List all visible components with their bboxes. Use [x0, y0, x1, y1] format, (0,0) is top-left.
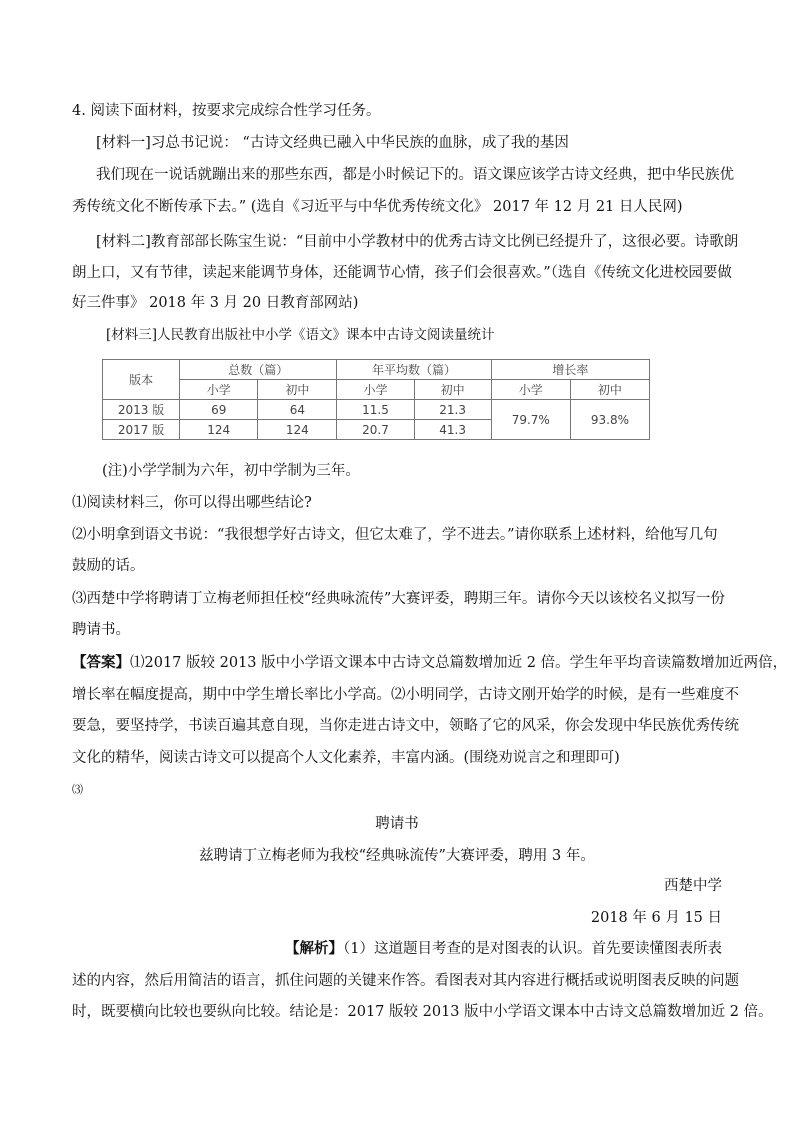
sub-header: 小学	[180, 380, 258, 400]
table-cell: 93.8%	[570, 400, 649, 440]
answer-3-label: ⑶	[72, 783, 83, 796]
material-2-line-2: 朗上口，又有节律，读起来能调节身体，还能调节心情，孩子们会很喜欢。”（选自《传统文化进校园要做	[72, 265, 732, 281]
subquestion-2-line-1: ⑵小明拿到语文书说：“我很想学好古诗文，但它太难了，学不进去。”请你联系上述材料，给他写几句	[72, 527, 718, 543]
letter-date: 2018 年 6 月 15 日	[590, 910, 722, 926]
table-cell: 124	[258, 420, 337, 440]
answer-line-4: 文化的精华，阅读古诗文可以提高个人文化素养，丰富内涵。(围绕劝说言之和理即可)	[72, 750, 620, 766]
material-2-line-3: 好三件事》 2018 年 3 月 20 日教育部网站)	[72, 295, 359, 311]
table-note: (注)小学学制为六年，初中学制为三年。	[102, 463, 360, 479]
question-intro: 4. 阅读下面材料，按要求完成综合性学习任务。	[72, 103, 381, 119]
table-cell: 21.3	[414, 400, 491, 420]
sub-header: 小学	[491, 380, 570, 400]
letter-title: 聘请书	[375, 816, 419, 832]
header-growth: 增长率	[491, 360, 649, 380]
table-cell: 20.7	[337, 420, 414, 440]
subquestion-3-line-2: 聘请书。	[72, 622, 130, 638]
subquestion-3-line-1: ⑶西楚中学将聘请丁立梅老师担任校“经典咏流传”大赛评委，聘期三年。请你今天以该校名义拟写一份	[72, 591, 725, 607]
answer-line-2: 增长率在幅度提高，期中中学生增长率比小学高。⑵小明同学，古诗文刚开始学的时候，是有一些难度不	[72, 687, 739, 703]
analysis-line-2: 述的内容，然后用简洁的语言，抓住问题的关键来作答。看图表对其内容进行概括或说明图表反映的问题	[72, 973, 739, 989]
sub-header: 初中	[414, 380, 491, 400]
table-cell: 124	[180, 420, 258, 440]
analysis-label: 【解析】	[285, 940, 344, 957]
sub-header: 小学	[337, 380, 414, 400]
sub-header: 初中	[258, 380, 337, 400]
answer-label: 【答案】	[72, 654, 130, 671]
material-3-title: [材料三]人民教育出版社中小学《语文》课本中古诗文阅读量统计	[106, 327, 495, 343]
table-cell: 11.5	[337, 400, 414, 420]
answer-line-3: 要急，要坚持学，书读百遍其意自现，当你走进古诗文中，领略了它的风采，你会发现中华民族优秀传统	[72, 718, 739, 734]
analysis-text: （1）这道题目考查的是对图表的认识。首先要读懂图表所表	[343, 941, 722, 957]
table-cell: 69	[180, 400, 258, 420]
header-total: 总数（篇）	[180, 360, 337, 380]
header-version: 版本	[103, 360, 180, 400]
material-2-line-1: [材料二]教育部部长陈宝生说：“目前中小学教材中的优秀古诗文比例已经提升了，这很必要。诗歌朗	[96, 234, 739, 250]
table-cell: 2013 版	[103, 400, 180, 420]
analysis-line-1	[285, 939, 722, 959]
material-1-line-2: 我们现在一说话就蹦出来的那些东西，都是小时候记下的。语文课应该学古诗文经典，把中华民族优	[96, 167, 734, 183]
subquestion-1: ⑴阅读材料三，你可以得出哪些结论?	[72, 495, 312, 511]
table-cell: 2017 版	[103, 420, 180, 440]
table-cell: 41.3	[414, 420, 491, 440]
answer-text: ⑴2017 版较 2013 版中小学语文课本中古诗文总篇数增加近 2 倍。学生年平均音读篇数增加近两倍，	[130, 655, 788, 671]
material-1-line-3: 秀传统文化不断传承下去。” (选自《习近平与中华优秀传统文化》 2017 年 12 月 21 日人民网)	[72, 199, 683, 215]
answer-line-1	[72, 653, 787, 673]
table-cell: 64	[258, 400, 337, 420]
header-avg: 年平均数（篇）	[337, 360, 491, 380]
reading-stats-table	[102, 359, 650, 440]
table-cell: 79.7%	[491, 400, 570, 440]
subquestion-2-line-2: 鼓励的话。	[72, 558, 145, 574]
letter-body: 兹聘请丁立梅老师为我校“经典咏流传”大赛评委，聘用 3 年。	[199, 848, 595, 864]
analysis-line-3: 时，既要横向比较也要纵向比较。结论是：2017 版较 2013 版中小学语文课本中古诗文总篇数增加近 2 倍。	[72, 1004, 773, 1020]
letter-organization: 西楚中学	[664, 878, 722, 894]
material-1-line-1: [材料一]习总书记说： “古诗文经典已融入中华民族的血脉，成了我的基因	[96, 135, 569, 151]
sub-header: 初中	[570, 380, 649, 400]
